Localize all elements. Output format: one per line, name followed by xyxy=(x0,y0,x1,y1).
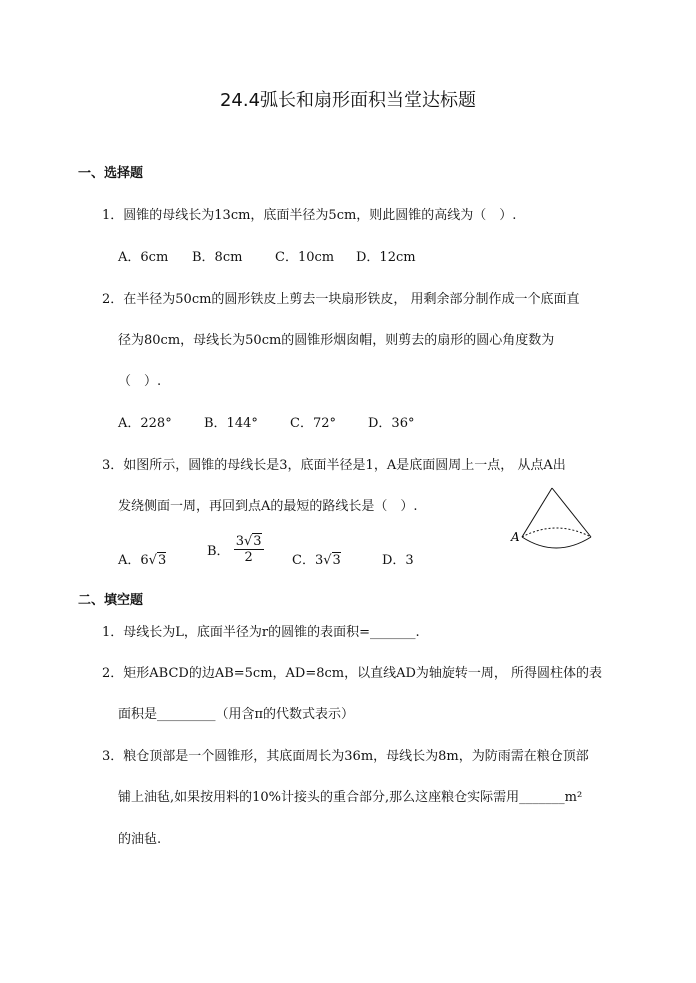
q1-option-a: A．6cm xyxy=(118,250,169,265)
question-2-line1: 2．在半径为50cm的圆形铁皮上剪去一块扇形铁皮， 用剩余部分制作成一个底面直 xyxy=(102,292,580,307)
cone-right-edge xyxy=(552,488,591,537)
q3-option-a-label: A．6 xyxy=(118,553,149,568)
question-3-line1: 3．如图所示，圆锥的母线长是3，底面半径是1，A是底面圆周上一点， 从点A出 xyxy=(102,458,566,473)
q2-option-b: B．144° xyxy=(204,416,258,431)
q3-option-b-label: B． xyxy=(207,544,230,559)
q2-option-c: C．72° xyxy=(290,416,336,431)
cone-figure xyxy=(505,480,600,560)
q1-option-c: C．10cm xyxy=(275,250,335,265)
question-2-line3: （ ）. xyxy=(118,374,162,389)
q2-option-a: A．228° xyxy=(118,416,172,431)
fill-question-3-line2: 铺上油毡,如果按用料的10%计接头的重合部分,那么这座粮仓实际需用_______m² xyxy=(118,790,583,805)
fill-question-3-line3: 的油毡. xyxy=(118,832,162,847)
q2-option-d: D．36° xyxy=(368,416,415,431)
fraction-numerator xyxy=(234,534,264,550)
q3-option-c-radicand: 3 xyxy=(332,553,341,568)
question-2-line2: 径为80cm，母线长为50cm的圆锥形烟囱帽，则剪去的扇形的圆心角度数为 xyxy=(118,333,555,348)
question-3-line2: 发绕侧面一周，再回到点A的最短的路线长是（ ）. xyxy=(118,499,418,514)
sqrt-icon: √ xyxy=(148,553,157,568)
q3-option-c-label: C．3 xyxy=(292,553,324,568)
numerator-coefficient: 3 xyxy=(235,534,244,549)
cone-base-front-arc xyxy=(522,537,591,548)
cone-base-back-arc xyxy=(522,528,591,537)
section-heading-choice: 一、选择题 xyxy=(78,166,144,181)
q1-option-d: D．12cm xyxy=(356,250,416,265)
q3-option-b-fraction xyxy=(234,534,264,565)
fill-question-1: 1．母线长为L，底面半径为r的圆锥的表面积=_______. xyxy=(102,625,420,640)
q1-option-b: B．8cm xyxy=(192,250,243,265)
fill-question-2-line2: 面积是_________（用含π的代数式表示） xyxy=(118,707,355,722)
cone-left-edge xyxy=(522,488,552,537)
cone-point-a-label: A xyxy=(511,530,520,544)
q3-option-c xyxy=(292,549,341,568)
fill-question-3-line1: 3．粮仓顶部是一个圆锥形，其底面周长为36m，母线长为8m，为防雨需在粮仓顶部 xyxy=(102,749,589,764)
page-title: 24.4弧长和扇形面积当堂达标题 xyxy=(219,90,477,111)
q3-option-a xyxy=(118,549,166,568)
question-1-text: 1．圆锥的母线长为13cm，底面半径为5cm，则此圆锥的高线为（ ）. xyxy=(102,208,517,223)
section-heading-fill: 二、填空题 xyxy=(78,593,144,608)
q3-option-d: D．3 xyxy=(382,553,414,568)
sqrt-icon: √ xyxy=(243,534,253,549)
q3-option-b xyxy=(207,534,264,565)
sqrt-icon: √ xyxy=(323,553,332,568)
fill-question-2-line1: 2．矩形ABCD的边AB=5cm，AD=8cm，以直线AD为轴旋转一周， 所得圆柱体的表 xyxy=(102,666,603,681)
numerator-radicand: 3 xyxy=(253,534,262,549)
q3-option-a-radicand: 3 xyxy=(157,553,167,568)
fraction-denominator: 2 xyxy=(244,550,253,565)
